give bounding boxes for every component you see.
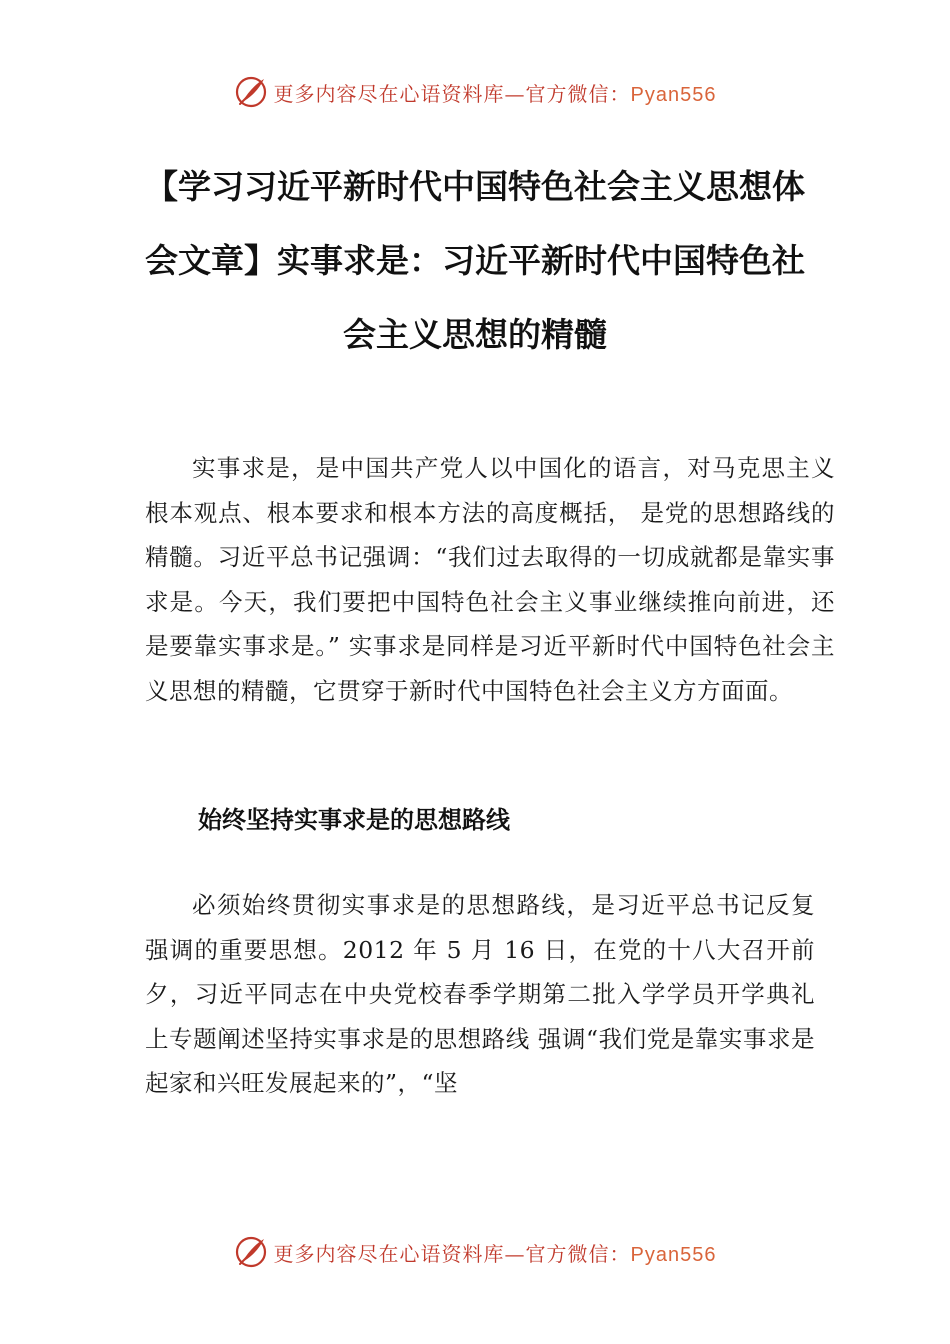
body-paragraph-2: 必须始终贯彻实事求是的思想路线，是习近平总书记反复强调的重要思想。2012 年 5 月 16 日，在党的十八大召开前夕，习近平同志在中央党校春季学期第二批入学学员开学典礼上专题阐述坚持实事求是的思想路线 强调“我们党是靠实事求是起家和兴旺发展起来的”，“坚 [145, 891, 815, 1097]
watermark-text: 更多内容尽在心语资料库—官方微信：Pyan556 [273, 81, 717, 106]
feather-quill-logo-icon [234, 75, 268, 109]
document-title: 【学习习近平新时代中国特色社会主义思想体会文章】实事求是：习近平新时代中国特色社会主义思想的精髓 [145, 167, 805, 354]
body-paragraph-1: 实事求是，是中国共产党人以中国化的语言，对马克思主义根本观点、根本要求和根本方法的高度概括， 是党的思想路线的精髓。习近平总书记强调：“我们过去取得的一切成就都是靠实事求是。今天，我们要把中国特色社会主义事业继续推向前进，还是要靠实事求是。” 实事求是同样是习近平新时代中国特色社会主义思想的精髓，它贯穿于新时代中国特色社会主义方方面面。 [145, 454, 835, 705]
feather-quill-logo-icon [234, 1235, 268, 1269]
footer-watermark [0, 1232, 950, 1272]
header-watermark [0, 72, 950, 112]
section-heading: 始终坚持实事求是的思想路线 [198, 806, 510, 834]
wechat-id: Pyan556 [630, 1243, 717, 1266]
watermark-text: 更多内容尽在心语资料库—官方微信：Pyan556 [273, 1241, 717, 1266]
wechat-id: Pyan556 [630, 83, 717, 106]
